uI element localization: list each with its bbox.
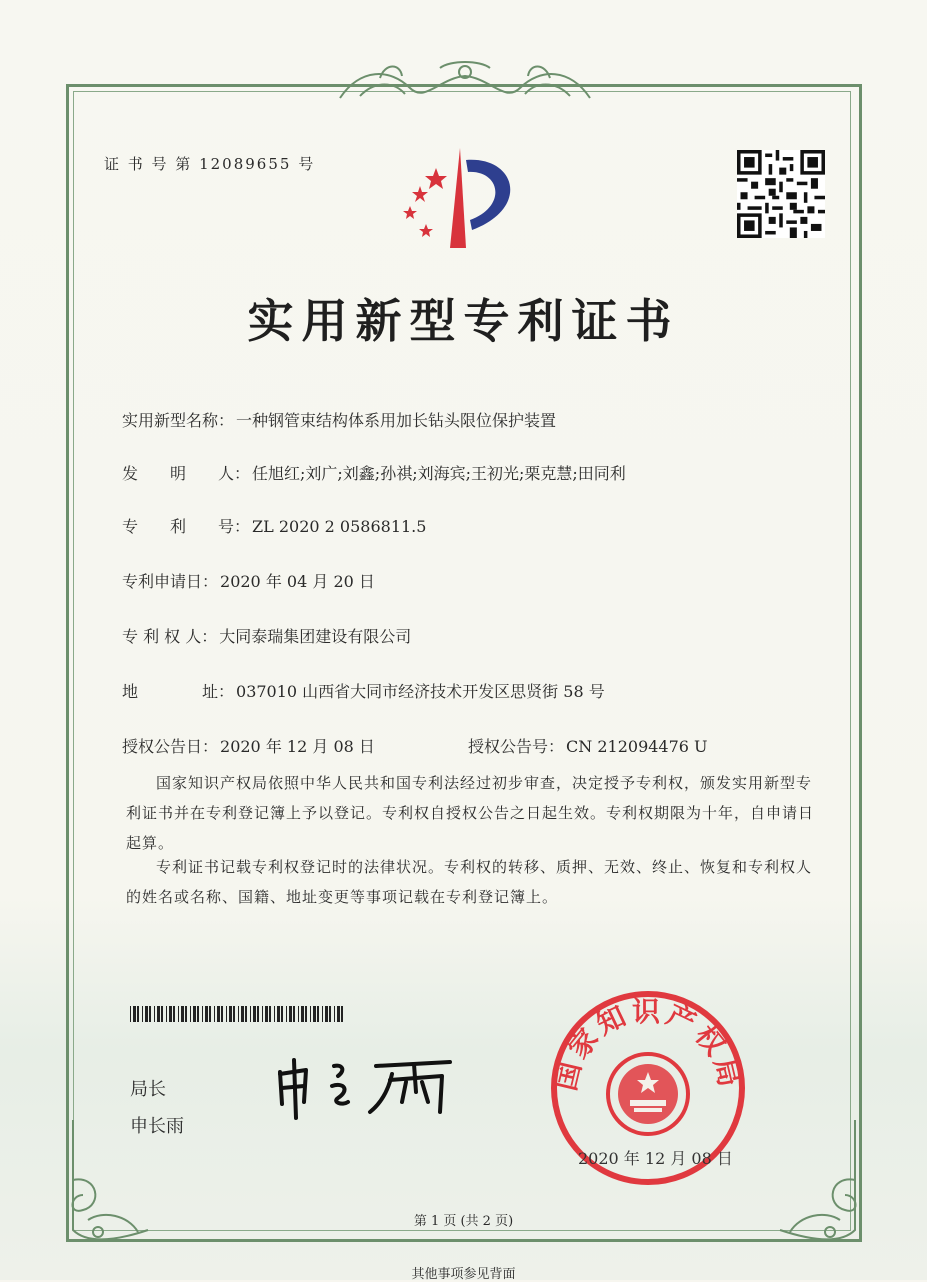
bottom-left-ornament <box>58 1120 168 1250</box>
filing-date-field <box>122 569 375 592</box>
seal-text: 国家知识产权局 <box>548 995 748 1094</box>
patentee-field <box>122 624 411 647</box>
seal-date: 2020 年 12 月 08 日 <box>578 1149 733 1168</box>
address-field <box>122 679 605 702</box>
patent-office-logo <box>396 148 536 258</box>
statement-paragraph-2: 专利证书记载专利权登记时的法律状况。专利权的转移、质押、无效、终止、恢复和专利权人的姓名或名称、国籍、地址变更等事项记载在专利登记簿上。 <box>126 858 813 906</box>
bottom-right-ornament <box>760 1120 870 1250</box>
inventor-field <box>122 461 626 484</box>
name-label: 实用新型名称： <box>122 411 235 430</box>
patent-number-label: 专 利 号： <box>122 517 251 536</box>
patentee-label: 专 利 权 人： <box>122 627 218 646</box>
inventor-value: 任旭红;刘广;刘鑫;孙祺;刘海宾;王初光;栗克慧;田同利 <box>252 464 626 483</box>
patent-number-field <box>122 514 426 537</box>
name-field <box>122 408 556 431</box>
page-number: 第 1 页 (共 2 页) <box>413 1214 514 1229</box>
grant-date-label: 授权公告日： <box>122 737 219 756</box>
grant-number-value: CN 212094476 U <box>566 737 708 756</box>
director-name: 申长雨 <box>130 1116 184 1137</box>
barcode <box>130 1006 346 1022</box>
grant-date-value: 2020 年 12 月 08 日 <box>220 737 375 756</box>
filing-date-value: 2020 年 04 月 20 日 <box>220 572 375 591</box>
grant-number-field <box>468 734 708 757</box>
certificate-number: 证 书 号 第 12089655 号 <box>104 155 316 173</box>
inventor-label: 发 明 人： <box>122 464 251 483</box>
address-label: 地 址： <box>122 682 235 701</box>
filing-date-label: 专利申请日： <box>122 572 219 591</box>
certificate-title: 实用新型专利证书 <box>247 294 680 348</box>
back-note: 其他事项参见背面 <box>411 1267 516 1282</box>
patent-number-value: ZL 2020 2 0586811.5 <box>252 517 427 536</box>
grant-number-label: 授权公告号： <box>468 737 565 756</box>
address-value: 037010 山西省大同市经济技术开发区思贤街 58 号 <box>236 682 605 701</box>
name-value: 一种钢管束结构体系用加长钻头限位保护装置 <box>236 411 557 430</box>
grant-date-field <box>122 734 375 757</box>
statement-paragraph-1: 国家知识产权局依照中华人民共和国专利法经过初步审查，决定授予专利权，颁发实用新型专利证书并在专利登记簿上予以登记。专利权自授权公告之日起生效。专利权期限为十年，自申请日起算。 <box>126 774 815 852</box>
patentee-value: 大同泰瑞集团建设有限公司 <box>219 627 412 646</box>
qr-code <box>737 150 825 238</box>
top-ornament <box>330 58 600 108</box>
director-title: 局长 <box>130 1079 166 1100</box>
handwritten-signature <box>272 1052 472 1122</box>
